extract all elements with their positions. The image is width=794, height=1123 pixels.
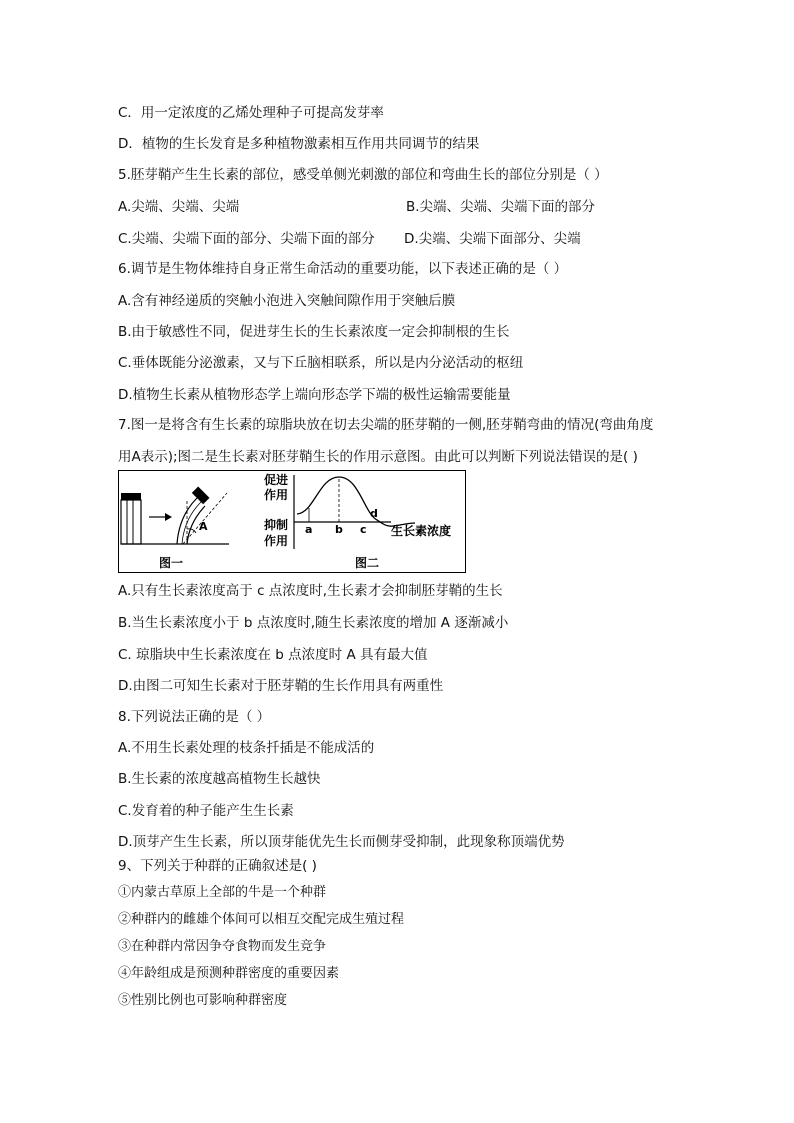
statement-text: ⑤性别比例也可影响种群密度: [118, 993, 288, 1008]
statement-text: ④年龄组成是预测种群密度的重要因素: [118, 966, 340, 981]
question-5: 5.胚芽鞘产生生长素的部位，感受单侧光刺激的部位和弯曲生长的部位分别是（ ）: [118, 167, 608, 183]
statement-text: ②种群内的雌雄个体间可以相互交配完成生殖过程: [118, 912, 405, 927]
inhibit-label-1: 抑制: [264, 518, 289, 532]
x-axis-label: 生长素浓度: [391, 524, 452, 538]
figure-auxin: [118, 470, 466, 573]
inhibit-label-2: 作用: [264, 534, 289, 548]
option-text: D.植物生长素从植物形态学上端向形态学下端的极性运输需要能量: [118, 387, 511, 403]
option-text: A.不用生长素处理的枝条扦插是不能成活的: [118, 740, 375, 756]
question-6: 6.调节是生物体维持自身正常生命活动的重要功能，以下表述正确的是（ ）: [118, 261, 568, 277]
option-text: C.垂体既能分泌激素，又与下丘脑相联系，所以是内分泌活动的枢纽: [118, 355, 524, 371]
point-d-label: d: [370, 507, 378, 520]
promote-label-2: 作用: [264, 488, 289, 502]
question-8: 8.下列说法正确的是（ ）: [118, 709, 271, 725]
figure-one-caption: 图一: [159, 556, 184, 570]
option-text: A.含有神经递质的突触小泡进入突触间隙作用于突触后膜: [118, 293, 456, 309]
point-a-label: a: [305, 523, 313, 536]
option-text: B.尖端、尖端、尖端下面的部分: [406, 199, 596, 215]
agar-block-black: [121, 493, 141, 500]
figure-two-caption: 图二: [355, 556, 380, 570]
option-text: B.生长素的浓度越高植物生长越快: [118, 771, 321, 787]
option-text: D.由图二可知生长素对于胚芽鞘的生长作用具有两重性: [118, 678, 444, 694]
figure-one: [121, 487, 229, 570]
angle-label: A: [199, 520, 208, 533]
statement-text: ①内蒙古草原上全部的牛是一个种群: [118, 885, 327, 900]
option-text: B.当生长素浓度小于 b 点浓度时,随生长素浓度的增加 A 逐渐减小: [118, 615, 509, 631]
promote-label-1: 促进: [264, 473, 289, 487]
statement-text: ③在种群内常因争夺食物而发生竞争: [118, 939, 327, 954]
growth-curve: [297, 477, 415, 526]
figure-svg: [119, 471, 465, 572]
question-7-cont: 用A表示);图二是生长素对胚芽鞘生长的作用示意图。由此可以判断下列说法错误的是( ): [118, 449, 638, 465]
option-text: C．用一定浓度的乙烯处理种子可提高发芽率: [118, 105, 384, 121]
figure-two: [264, 472, 451, 570]
question-7: 7.图一是将含有生长素的琼脂块放在切去尖端的胚芽鞘的一侧,胚芽鞘弯曲的情况(弯曲角度: [118, 417, 654, 433]
option-text: D.顶芽产生生长素，所以顶芽能优先生长而侧芽受抑制，此现象称顶端优势: [118, 834, 565, 850]
option-text: D.尖端、尖端下面部分、尖端: [404, 231, 581, 247]
question-9: 9、下列关于种群的正确叙述是( ): [118, 858, 317, 874]
option-text: B.由于敏感性不同，促进芽生长的生长素浓度一定会抑制根的生长: [118, 324, 510, 340]
point-c-label: c: [360, 523, 367, 536]
coleoptile-straight: [121, 500, 141, 544]
option-text: C.发育着的种子能产生生长素: [118, 803, 294, 819]
option-text: A.只有生长素浓度高于 c 点浓度时,生长素才会抑制胚芽鞘的生长: [118, 583, 503, 599]
option-text: A.尖端、尖端、尖端: [118, 199, 240, 215]
option-text: C.尖端、尖端下面的部分、尖端下面的部分: [118, 231, 375, 247]
angle-arc: [187, 529, 196, 533]
option-text: C. 琼脂块中生长素浓度在 b 点浓度时 A 具有最大值: [118, 647, 428, 663]
option-text: D．植物的生长发育是多种植物激素相互作用共同调节的结果: [118, 136, 480, 152]
point-b-label: b: [335, 523, 343, 536]
